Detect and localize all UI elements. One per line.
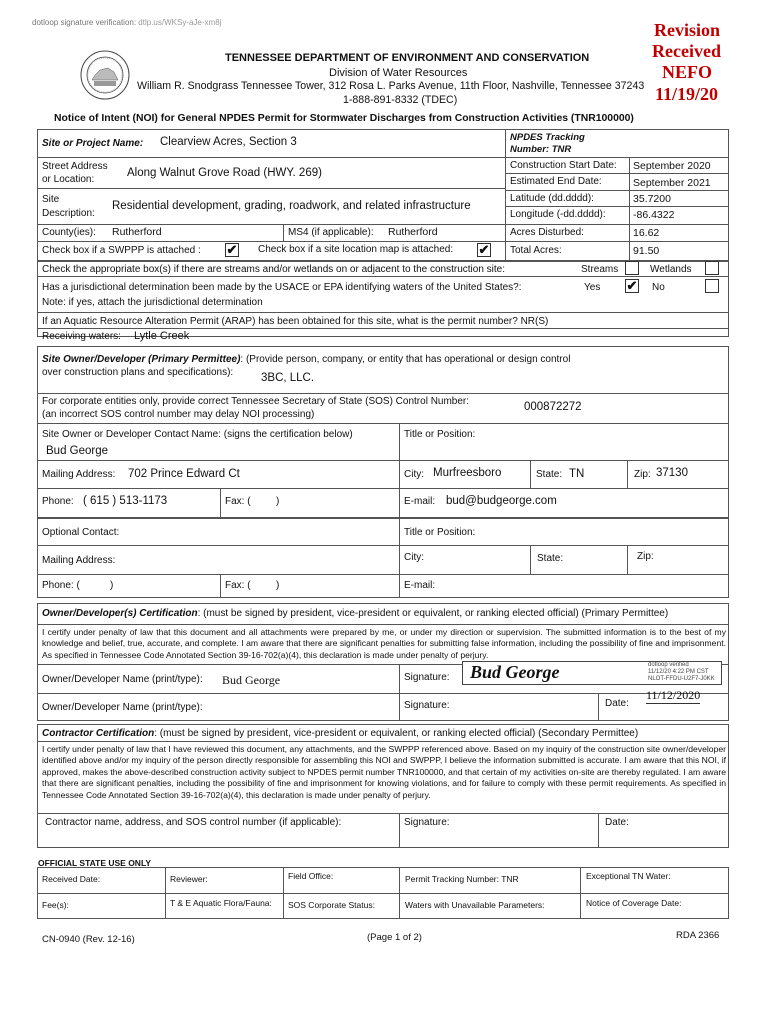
- jd-no-label: No: [652, 282, 665, 293]
- optional-phone-label: Phone: (: [42, 580, 80, 591]
- exceptional-water-label: Exceptional TN Water:: [586, 871, 671, 881]
- fax-label: Fax: (: [225, 496, 251, 507]
- contractor-cert-heading: [42, 728, 638, 739]
- sos-control-field[interactable]: 000872272: [524, 401, 582, 413]
- county-label: County(ies):: [42, 227, 96, 238]
- stamp-nefo: NEFO: [662, 62, 713, 82]
- streams-label: Streams: [581, 264, 619, 275]
- acres-disturbed-label: Acres Disturbed:: [510, 227, 584, 238]
- official-use-heading: OFFICIAL STATE USE ONLY: [38, 858, 152, 868]
- mailing-field[interactable]: 702 Prince Edward Ct: [128, 468, 240, 480]
- owner-cert-name-field[interactable]: Bud George: [222, 673, 281, 687]
- desc-label-2: Description:: [42, 208, 95, 219]
- owner-cert-date-field[interactable]: 11/12/2020: [646, 688, 701, 702]
- tennessee-seal-icon: [80, 50, 130, 100]
- flora-fauna-label: T & E Aquatic Flora/Fauna:: [170, 898, 272, 908]
- coverage-date-label: Notice of Coverage Date:: [586, 898, 682, 908]
- stamp-date: 11/19/20: [655, 84, 719, 104]
- reviewer-label: Reviewer:: [170, 874, 208, 884]
- verification-link[interactable]: dtlp.us/WKSy-aJe-xm8j: [138, 18, 222, 27]
- owner-cert-text: I certify under penalty of law that this document and all attachments were prepared by me, or under my direction or supervision. The submitted information is to the best of my knowledge and belief, true, accurate, and complete. I am aware that there are significant penalties for submitting false information, including the possibility of fine and imprisonment. As specified in Tennessee Code Annotated Section 39-16-702(a)(4), this declaration is made under penalty of perjury.: [42, 627, 726, 660]
- owner-cert-name2-label: Owner/Developer Name (print/type):: [42, 702, 203, 713]
- optional-contact-section: [37, 518, 729, 598]
- optional-state-label: State:: [537, 553, 564, 564]
- unavailable-params-label: Waters with Unavailable Parameters:: [405, 900, 545, 910]
- streams-checkbox[interactable]: [625, 261, 639, 275]
- tracking-label-1: NPDES Tracking: [510, 132, 585, 143]
- contractor-date-label: Date:: [605, 817, 629, 828]
- agency-address: William R. Snodgrass Tennessee Tower, 312 Rosa L. Parks Avenue, 11th Floor, Nashville, Tennessee 37243: [137, 80, 645, 92]
- contact-name-field[interactable]: Bud George: [46, 445, 109, 457]
- longitude-label: Longitude (-dd.dddd):: [510, 209, 606, 220]
- permit-tracking-label: Permit Tracking Number: TNR: [405, 874, 519, 884]
- division-title: Division of Water Resources: [329, 67, 468, 79]
- owner-heading: [42, 354, 570, 365]
- mailing-label: Mailing Address:: [42, 469, 116, 480]
- street-label-2: or Location:: [42, 174, 95, 185]
- owner-cert-heading-bold: Owner/Developer(s) Certification: [42, 608, 198, 619]
- owner-cert-name-label: Owner/Developer Name (print/type):: [42, 674, 203, 685]
- email-label: E-mail:: [404, 496, 436, 507]
- verification-label: dotloop signature verification:: [32, 18, 137, 27]
- wetlands-checkbox[interactable]: [705, 261, 719, 275]
- verified-line-1: dotloop verified: [648, 662, 689, 668]
- received-date-label: Received Date:: [42, 874, 101, 884]
- owner-cert-sig2-label: Signature:: [404, 700, 450, 711]
- city-field[interactable]: Murfreesboro: [433, 467, 502, 479]
- start-date-field[interactable]: September 2020: [633, 160, 711, 172]
- optional-contact-label: Optional Contact:: [42, 527, 120, 538]
- contractor-sig-label: Signature:: [404, 817, 450, 828]
- zip-label: Zip:: [634, 469, 651, 480]
- optional-title-label: Title or Position:: [404, 527, 476, 538]
- site-name-field[interactable]: Clearview Acres, Section 3: [160, 136, 297, 148]
- longitude-field[interactable]: -86.4322: [633, 209, 675, 221]
- start-date-label: Construction Start Date:: [510, 160, 617, 171]
- owner-name-field[interactable]: 3BC, LLC.: [261, 372, 315, 384]
- owner-title-label: Title or Position:: [404, 429, 476, 440]
- contractor-name-label: Contractor name, address, and SOS control number (if applicable):: [45, 817, 342, 828]
- form-number: CN-0940 (Rev. 12-16): [42, 934, 135, 945]
- jd-note: Note: if yes, attach the jurisdictional determination: [42, 297, 263, 308]
- ms4-field[interactable]: Rutherford: [388, 226, 438, 238]
- phone-label: Phone:: [42, 496, 74, 507]
- agency-phone: 1-888-891-8332 (TDEC): [343, 94, 458, 106]
- contractor-cert-text: I certify under penalty of law that I have reviewed this document, any attachments, and the SWPPP referenced above. Based on my inquiry of the construction site owner/developer identified above and/or my inquiry of the person directly responsible for assembling this NOI and SWPPP, I believe the information submitted is accurate. I am aware that this NOI, if approved, makes the above-described construction activity subject to NPDES permit number TNR100000, and that certain of my activities on-site are thereby regulated. I am aware that there are significant penalties, including the possibility of fine and imprisonment for knowing violations, and for failure to comply with these permit requirements. As specified in Tennessee Code Annotated Section 39-16-702(a)(4), this declaration is made under penalty of perjury.: [42, 744, 726, 800]
- sos-label-1: For corporate entities only, provide correct Tennessee Secretary of State (SOS) Control Number:: [42, 396, 470, 407]
- owner-signature[interactable]: Bud George: [470, 662, 560, 682]
- latitude-label: Latitude (dd.dddd):: [510, 193, 594, 204]
- street-label-1: Street Address: [42, 161, 108, 172]
- end-date-label: Estimated End Date:: [510, 176, 602, 187]
- city-label: City:: [404, 469, 424, 480]
- phone-field[interactable]: ( 615 ) 513-1173: [83, 495, 168, 507]
- form-title: Notice of Intent (NOI) for General NPDES Permit for Stormwater Discharges from Construction Activities (TNR100000): [54, 113, 634, 124]
- owner-heading-rest: : (Provide person, company, or entity that has operational or design control: [240, 354, 571, 365]
- contact-name-label: Site Owner or Developer Contact Name: (signs the certification below): [42, 429, 353, 440]
- site-name-label: Site or Project Name:: [42, 138, 144, 149]
- receiving-waters-label: Receiving waters:: [42, 331, 121, 342]
- state-field[interactable]: TN: [569, 468, 585, 480]
- receiving-waters-field[interactable]: Lytle Creek: [134, 330, 190, 342]
- optional-fax-close: ): [276, 580, 280, 591]
- contractor-cert-heading-bold: Contractor Certification: [42, 728, 155, 739]
- stamp-revision: Revision: [654, 20, 721, 40]
- fax-close: ): [276, 496, 280, 507]
- jd-question: Has a jurisdictional determination been made by the USACE or EPA identifying waters of the United States?:: [42, 282, 522, 293]
- contractor-cert-heading-rest: : (must be signed by president, vice-president or equivalent, or ranking elected official) (Secondary Permittee): [154, 728, 639, 739]
- field-office-label: Field Office:: [288, 871, 334, 881]
- acres-disturbed-field[interactable]: 16.62: [633, 227, 660, 239]
- desc-label-1: Site: [42, 194, 60, 205]
- email-field[interactable]: bud@budgeorge.com: [446, 495, 557, 507]
- owner-heading-line2: over construction plans and specifications):: [42, 367, 234, 378]
- wetlands-label: Wetlands: [650, 264, 692, 275]
- verified-line-2: 11/12/20 4:22 PM CST: [648, 669, 709, 675]
- latitude-field[interactable]: 35.7200: [633, 193, 671, 205]
- swppp-checkbox[interactable]: ✔: [226, 242, 238, 257]
- optional-fax-label: Fax: (: [225, 580, 251, 591]
- sos-label-2: (an incorrect SOS control number may delay NOI processing): [42, 409, 315, 420]
- map-checkbox[interactable]: ✔: [478, 242, 490, 257]
- site-description-field[interactable]: Residential development, grading, roadwork, and related infrastructure: [112, 200, 471, 212]
- owner-cert-sig-label: Signature:: [404, 672, 450, 683]
- optional-email-label: E-mail:: [404, 580, 436, 591]
- fees-label: Fee(s):: [42, 900, 69, 910]
- jd-no-checkbox[interactable]: [705, 279, 719, 293]
- total-acres-label: Total Acres:: [510, 245, 562, 256]
- verification-line: [32, 18, 221, 27]
- stamp-received: Received: [652, 41, 721, 61]
- optional-mailing-label: Mailing Address:: [42, 555, 116, 566]
- swppp-label: Check box if a SWPPP is attached :: [42, 245, 201, 256]
- map-label: Check box if a site location map is attached:: [258, 244, 454, 255]
- rda-number: RDA 2366: [676, 930, 720, 941]
- jd-yes-checkbox[interactable]: ✔: [626, 278, 638, 293]
- street-address-field[interactable]: Along Walnut Grove Road (HWY. 269): [127, 167, 322, 179]
- page-number: (Page 1 of 2): [367, 932, 422, 943]
- total-acres-field[interactable]: 91.50: [633, 245, 660, 257]
- owner-cert-heading-rest: : (must be signed by president, vice-president or equivalent, or ranking elected official) (Primary Permittee): [197, 608, 669, 619]
- jd-yes-label: Yes: [584, 282, 601, 293]
- owner-cert-heading: [42, 608, 668, 619]
- owner-heading-bold: Site Owner/Developer (Primary Permittee): [42, 354, 241, 365]
- optional-city-label: City:: [404, 552, 424, 563]
- owner-cert-date-label: Date:: [605, 698, 629, 709]
- tracking-label-2: Number: TNR: [510, 144, 572, 155]
- optional-zip-label: Zip:: [637, 551, 654, 562]
- agency-title: TENNESSEE DEPARTMENT OF ENVIRONMENT AND CONSERVATION: [225, 52, 590, 64]
- streams-question: Check the appropriate box(s) if there are streams and/or wetlands on or adjacent to the construction site:: [42, 264, 506, 275]
- zip-field[interactable]: 37130: [656, 467, 688, 479]
- verified-line-3: NLOT-FFDU-U2F7-J0KK: [648, 676, 715, 682]
- dotloop-verified-stamp: [648, 662, 715, 683]
- sos-status-label: SOS Corporate Status:: [288, 900, 375, 910]
- ms4-label: MS4 (if applicable):: [288, 227, 374, 238]
- county-field[interactable]: Rutherford: [112, 226, 162, 238]
- end-date-field[interactable]: September 2021: [633, 177, 711, 189]
- optional-phone-close: ): [110, 580, 114, 591]
- state-label: State:: [536, 469, 563, 480]
- arap-question: If an Aquatic Resource Alteration Permit (ARAP) has been obtained for this site, what is the permit number? NR(S): [42, 316, 549, 327]
